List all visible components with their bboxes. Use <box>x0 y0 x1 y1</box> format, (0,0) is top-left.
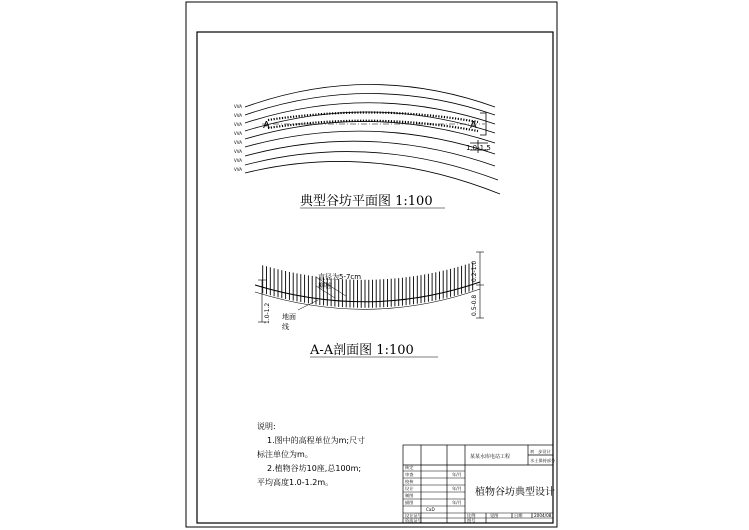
tb-row-label: 设计 <box>405 486 414 491</box>
notes-block <box>257 420 397 490</box>
title-block-row-labels <box>405 464 462 524</box>
section-mark-left: A <box>263 120 270 131</box>
tb-row-label: 审查 <box>405 472 414 477</box>
section-mark-right: A <box>470 120 477 131</box>
contour-label: VVA <box>234 122 242 127</box>
notes-line: 标注单位为m。 <box>257 450 313 459</box>
tb-fig-no-label: 图号 <box>467 518 476 523</box>
tb-scale-value: 见图 <box>490 513 499 518</box>
notes-heading: 说明: <box>257 422 276 431</box>
section-right-dim-top: 0.2-1.0 <box>471 260 478 282</box>
contour-label: VVA <box>234 113 242 118</box>
notes-line: 1.图中的高程单位为m;尺寸 <box>267 436 366 445</box>
notes-line: 2.植物谷坊10座,总100m; <box>267 464 362 473</box>
plan-title: 典型谷坊平面图 1:100 <box>300 194 433 209</box>
section-material-label: 柳桩 <box>318 282 332 290</box>
section-right-dim-bottom: 0.5-0.8 <box>471 294 478 316</box>
contour-label: VVA <box>234 104 242 109</box>
section-view <box>255 252 484 322</box>
contour-label: VVA <box>234 149 242 154</box>
tb-row-label: 制图 <box>405 493 414 498</box>
contour-label: VVA <box>234 158 242 163</box>
tb-sign: 年/月 <box>452 500 462 505</box>
section-title: A-A剖面图 1:100 <box>310 343 414 358</box>
section-left-dim: 1.0-1.2 <box>264 302 271 324</box>
tb-stage-value: 步设计 <box>538 449 551 454</box>
plan-view <box>245 85 500 195</box>
tb-row-label: 资质证号 <box>405 518 422 523</box>
tb-project: 某某水库电站工程 <box>470 454 511 460</box>
plan-contour-labels <box>234 104 242 172</box>
tb-date-value: 2004/08 <box>534 513 552 518</box>
section-ground-label: 地面 <box>282 313 296 321</box>
tb-drawing-title: 植物谷坊典型设计 <box>475 487 555 498</box>
tb-row-label: 核定 <box>405 465 414 470</box>
section-diameter-label: 直径为5-7cm <box>318 273 362 281</box>
tb-date-label: 日期 <box>514 513 523 518</box>
plan-dim-label: 1.0-1.5 <box>466 144 491 152</box>
tb-row-label: 校核 <box>405 479 414 484</box>
section-ground-label-2: 线 <box>282 323 289 331</box>
tb-sign: 年/月 <box>452 486 462 491</box>
tb-part: 水土保持部分 <box>530 458 556 463</box>
contour-label: VVA <box>234 131 242 136</box>
tb-row-label: 描图 <box>405 500 414 505</box>
tb-stage-label: 初 <box>530 449 535 454</box>
contour-label: VVA <box>234 140 242 145</box>
tb-small-a: CaD <box>426 507 435 512</box>
tb-row-label: 设计证号 <box>405 513 422 518</box>
tb-sign: 年/月 <box>452 472 462 477</box>
notes-line: 平均高度1.0-1.2m。 <box>257 478 334 487</box>
contour-label: VVA <box>234 167 242 172</box>
tb-scale-label: 比例 <box>467 513 476 518</box>
